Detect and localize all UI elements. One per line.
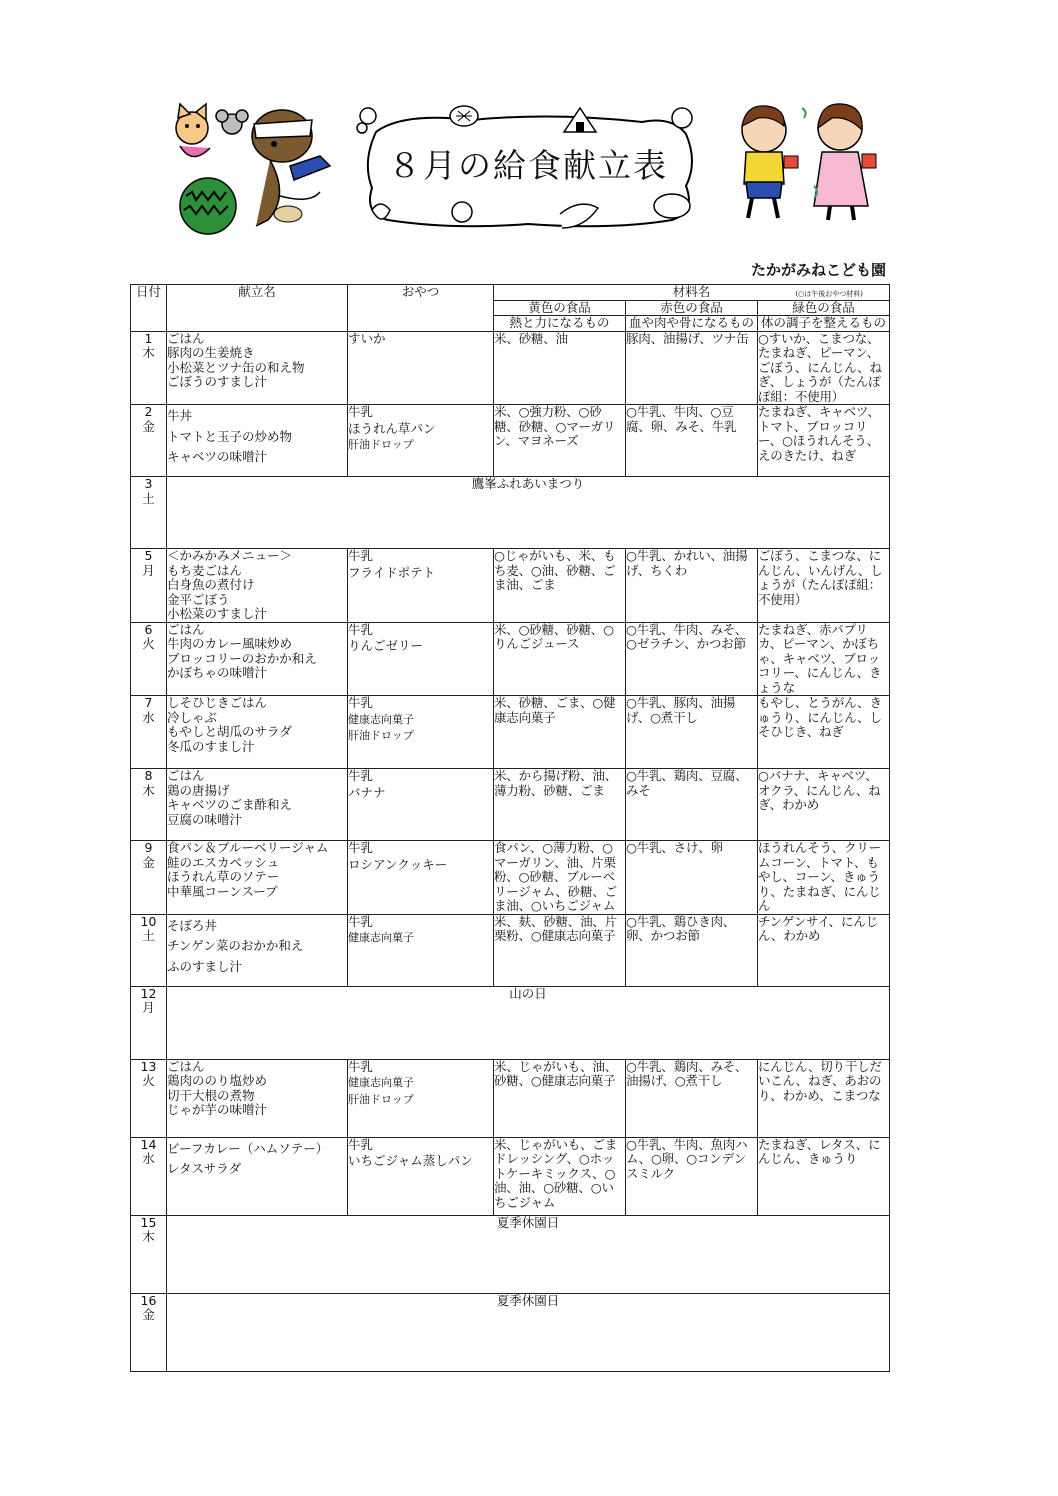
green-food-cell [758, 1059, 890, 1137]
date-cell [131, 696, 167, 769]
yellow-food-text: 米、じゃがいも、油、砂糖、○健康志向菓子 [494, 1058, 618, 1088]
green-food-text: たまねぎ、キャベツ、トマト、ブロッコリー、○ほうれんそう、えのきたけ、ねぎ [758, 404, 880, 463]
menu-item: 鶏肉ののり塩炒め [167, 1073, 268, 1088]
snack-item: いちごジャム蒸しパン [348, 1153, 473, 1168]
menu-item: ほうれん草のソテー [167, 869, 280, 884]
red-food-text: ○牛乳、牛肉、みそ、○ゼラチン、かつお節 [626, 621, 748, 651]
table-row [131, 477, 890, 549]
menu-item: もち麦ごはん [167, 562, 243, 578]
menu-cell [167, 622, 348, 696]
menu-item: 食パン＆ブルーベリージャム [167, 840, 329, 855]
header-date: 日付 [131, 285, 167, 332]
day-number: 8 [144, 768, 153, 783]
weekday: 木 [142, 1229, 155, 1244]
yellow-food-cell [494, 1059, 626, 1137]
date-cell [131, 549, 167, 623]
snack-cell [348, 331, 494, 405]
yellow-food-cell [494, 405, 626, 477]
red-food-text: ○牛乳、豚肉、油揚げ、○煮干し [626, 695, 736, 725]
green-food-cell [758, 549, 890, 623]
weekday: 金 [142, 854, 155, 870]
green-food-text: チンゲンサイ、にんじん、わかめ [758, 913, 878, 943]
snack-item: 牛乳 [348, 404, 374, 419]
day-number: 13 [140, 1058, 157, 1074]
date-cell [131, 622, 167, 696]
snack-item: 肝油ドロップ [348, 438, 414, 451]
school-name: たかがみねこども園 [750, 261, 886, 279]
menu-item: 小松菜とツナ缶の和え物 [167, 359, 305, 375]
menu-item: ごはん [167, 621, 205, 637]
event-cell: 山の日 [167, 986, 890, 1059]
menu-cell [167, 405, 348, 477]
red-food-text: ○牛乳、かれい、油揚げ、ちくわ [626, 548, 748, 578]
snack-item: ほうれん草パン [348, 420, 436, 436]
day-number: 2 [144, 404, 153, 419]
red-food-cell [626, 1137, 758, 1215]
day-number: 9 [144, 840, 153, 855]
header-green: 緑色の食品 [758, 300, 890, 316]
menu-cell [167, 769, 348, 841]
green-food-text: ○すいか、こまつな、たまねぎ、ピーマン、ごぼう、にんじん、ねぎ、しょうが（たんぽぽ組：不使用） [758, 330, 882, 404]
menu-item: ビーフカレー（ハムソテー） [167, 1140, 329, 1156]
yellow-food-cell [494, 622, 626, 696]
snack-cell [348, 1059, 494, 1137]
snack-item: すいか [348, 330, 386, 346]
weekday: 水 [142, 1151, 155, 1166]
yellow-food-text: 米、じゃがいも、ごまドレッシング、○ホットケーキミックス、○油、油、○砂糖、○いちごジャム [494, 1136, 618, 1210]
red-food-text: ○牛乳、鶏肉、豆腐、みそ [626, 768, 748, 798]
table-row [131, 841, 890, 915]
menu-item: 中華風コーンスープ [167, 883, 278, 899]
event-cell: 夏季休園日 [167, 1293, 890, 1371]
menu-cell [167, 841, 348, 915]
red-food-cell [626, 549, 758, 623]
weekday: 土 [142, 928, 155, 943]
red-food-cell [626, 696, 758, 769]
event-cell: 鷹峯ふれあいまつり [167, 477, 890, 549]
snack-item: ロシアンクッキー [348, 856, 448, 872]
header-yellow: 黄色の食品 [494, 300, 626, 316]
menu-item: ブロッコリーのおかか和え [167, 650, 317, 666]
snack-item: 牛乳 [348, 1136, 374, 1152]
menu-table [130, 284, 890, 1372]
table-row [131, 405, 890, 477]
menu-item: 小松菜のすまし汁 [167, 606, 268, 621]
green-food-cell [758, 696, 890, 769]
menu-item: 切干大根の煮物 [167, 1087, 255, 1103]
menu-item: ごはん [167, 768, 205, 783]
snack-item: 牛乳 [348, 840, 374, 855]
header-materials [494, 285, 890, 301]
date-cell [131, 1137, 167, 1215]
red-food-cell [626, 331, 758, 405]
yellow-food-cell [494, 914, 626, 986]
date-cell [131, 405, 167, 477]
table-row [131, 1059, 890, 1137]
green-food-cell [758, 405, 890, 477]
weekday: 金 [142, 1307, 155, 1322]
table-row [131, 914, 890, 986]
weekday: 火 [142, 636, 155, 651]
snack-item: 健康志向菓子 [348, 712, 414, 726]
header-yellow-sub: 熱と力になるもの [494, 316, 626, 332]
menu-item: ごはん [167, 1058, 205, 1074]
snack-item: フライドポテト [348, 564, 436, 580]
red-food-text: ○牛乳、牛肉、魚肉ハム、○卵、○コンデンスミルク [626, 1136, 748, 1181]
menu-item: キャベツの味噌汁 [167, 449, 268, 464]
red-food-cell [626, 1059, 758, 1137]
snack-item: 牛乳 [348, 768, 374, 783]
menu-item: 白身魚の煮付け [167, 577, 255, 592]
header-green-sub: 体の調子を整えるもの [758, 316, 890, 332]
cartoon-animals-illustration [170, 96, 360, 236]
snack-cell [348, 696, 494, 769]
header-menu: 献立名 [167, 285, 348, 332]
date-cell [131, 1059, 167, 1137]
red-food-cell [626, 769, 758, 841]
yellow-food-text: 米、麸、砂糖、油、片栗粉、○健康志向菓子 [494, 913, 618, 943]
green-food-text: ごぼう、こまつな、にんじん、いんげん、しょうが（たんぽぽ組：不使用） [758, 548, 883, 607]
red-food-cell [626, 914, 758, 986]
table-row [131, 696, 890, 769]
snack-item: 牛乳 [348, 548, 374, 563]
menu-item: 豆腐の味噌汁 [167, 811, 243, 827]
menu-item: じゃが芋の味噌汁 [167, 1102, 268, 1117]
red-food-cell [626, 841, 758, 915]
menu-item: かぼちゃの味噌汁 [167, 665, 268, 680]
day-number: 12 [140, 985, 157, 1001]
day-number: 16 [140, 1292, 157, 1308]
menu-table-body [131, 331, 890, 1371]
weekday: 木 [142, 782, 155, 798]
materials-note: (○は午後おやつ材料) [795, 290, 864, 298]
snack-item: 牛乳 [348, 913, 374, 929]
snack-item: 牛乳 [348, 695, 374, 710]
green-food-text: ほうれんそう、クリームコーン、トマト、もやし、コーン、きゅうり、たまねぎ、にんじん [758, 840, 882, 913]
yellow-food-text: 米、から揚げ粉、油、薄力粉、砂糖、ごま [494, 768, 618, 798]
menu-item: チンゲン菜のおかか和え [167, 938, 304, 953]
snack-item: 肝油ドロップ [348, 1092, 414, 1106]
red-food-text: ○牛乳、さけ、卵 [626, 840, 723, 855]
snack-cell [348, 405, 494, 477]
menu-item: そぼろ丼 [167, 917, 218, 933]
day-number: 14 [140, 1136, 157, 1152]
day-number: 7 [144, 695, 153, 710]
yellow-food-cell [494, 841, 626, 915]
menu-cell [167, 696, 348, 769]
page-title: ８月の給食献立表 [388, 146, 668, 185]
yellow-food-text: 米、砂糖、ごま、○健康志向菓子 [494, 695, 616, 725]
header-snack: おやつ [348, 285, 494, 332]
snack-item: りんごゼリー [348, 638, 424, 653]
table-row [131, 1293, 890, 1371]
table-row [131, 331, 890, 405]
weekday: 月 [142, 1000, 155, 1015]
weekday: 水 [142, 709, 155, 725]
date-cell [131, 331, 167, 405]
green-food-cell [758, 769, 890, 841]
green-food-cell [758, 331, 890, 405]
table-row [131, 1215, 890, 1293]
menu-item: 豚肉の生姜焼き [167, 345, 255, 360]
table-row [131, 622, 890, 696]
red-food-cell [626, 405, 758, 477]
red-food-text: ○牛乳、鶏肉、みそ、油揚げ、○煮干し [626, 1058, 748, 1088]
day-number: 15 [140, 1214, 157, 1230]
green-food-text: たまねぎ、赤パプリカ、ピーマン、かぼちゃ、キャベツ、ブロッコリー、にんじん、きょうな [758, 621, 882, 695]
menu-item: キャベツのごま酢和え [167, 797, 293, 812]
weekday: 火 [142, 1073, 155, 1088]
day-number: 5 [144, 548, 153, 563]
menu-item: 冬瓜のすまし汁 [167, 738, 255, 754]
snack-cell [348, 841, 494, 915]
green-food-cell [758, 841, 890, 915]
date-cell [131, 1293, 167, 1371]
snack-cell [348, 549, 494, 623]
weekday: 月 [142, 562, 155, 578]
snack-cell [348, 622, 494, 696]
menu-item: 金平ごぼう [167, 591, 230, 607]
header [0, 0, 1058, 279]
menu-item: 冷しゃぶ [167, 709, 218, 725]
yellow-food-cell [494, 769, 626, 841]
yellow-food-text: ○じゃがいも、米、もち麦、○油、砂糖、ごま油、ごま [494, 548, 616, 592]
date-cell [131, 914, 167, 986]
red-food-text: ○牛乳、牛肉、○豆腐、卵、みそ、牛乳 [626, 404, 737, 434]
event-cell: 夏季休園日 [167, 1215, 890, 1293]
menu-cell [167, 1137, 348, 1215]
header-red-sub: 血や肉や骨になるもの [626, 316, 758, 332]
green-food-cell [758, 622, 890, 696]
yellow-food-cell [494, 696, 626, 769]
date-cell [131, 1215, 167, 1293]
children-stretching-illustration [722, 94, 892, 224]
snack-item: 牛乳 [348, 621, 374, 637]
menu-item: もやしと胡瓜のサラダ [167, 724, 292, 739]
weekday: 木 [142, 345, 155, 360]
green-food-cell [758, 1137, 890, 1215]
red-food-cell [626, 622, 758, 696]
yellow-food-cell [494, 549, 626, 623]
table-row [131, 1137, 890, 1215]
snack-cell [348, 769, 494, 841]
menu-cell [167, 1059, 348, 1137]
menu-item: 牛肉のカレー風味炒め [167, 636, 293, 651]
menu-item: レタスサラダ [167, 1161, 242, 1176]
day-number: 10 [140, 913, 157, 929]
weekday: 土 [142, 490, 155, 506]
date-cell [131, 477, 167, 549]
snack-item: 牛乳 [348, 1058, 374, 1074]
green-food-cell [758, 914, 890, 986]
yellow-food-text: 食パン、○薄力粉、○マーガリン、油、片栗粉、○砂糖、ブルーベリージャム、砂糖、ごま油、○いちごジャム [494, 840, 617, 913]
header-materials-label: 材料名 [672, 284, 711, 299]
table-row [131, 986, 890, 1059]
snack-item: 健康志向菓子 [348, 931, 414, 944]
day-number: 6 [144, 621, 153, 637]
menu-cell [167, 914, 348, 986]
yellow-food-text: 米、○砂糖、砂糖、○りんごジュース [494, 621, 614, 651]
menu-item: 牛丼 [167, 408, 193, 423]
weekday: 金 [142, 418, 155, 434]
red-food-text: 豚肉、油揚げ、ツナ缶 [626, 330, 749, 346]
menu-cell [167, 331, 348, 405]
date-cell [131, 986, 167, 1059]
menu-item: 鮭のエスカベッシュ [167, 854, 280, 870]
snack-cell [348, 1137, 494, 1215]
yellow-food-cell [494, 331, 626, 405]
table-row [131, 549, 890, 623]
table-row [131, 769, 890, 841]
green-food-text: もやし、とうがん、きゅうり、にんじん、しそひじき、ねぎ [758, 695, 882, 739]
menu-item: トマトと玉子の炒め物 [167, 428, 293, 444]
snack-item: 肝油ドロップ [348, 729, 414, 742]
menu-item: ごはん [167, 330, 205, 346]
day-number: 3 [144, 476, 153, 491]
red-food-text: ○牛乳、鶏ひき肉、卵、かつお節 [626, 913, 736, 943]
snack-item: バナナ [348, 784, 386, 800]
snack-cell [348, 914, 494, 986]
day-number: 1 [144, 330, 153, 346]
yellow-food-text: 米、○強力粉、○砂糖、砂糖、○マーガリン、マヨネーズ [494, 404, 616, 448]
yellow-food-text: 米、砂糖、油 [494, 330, 568, 346]
snack-item: 健康志向菓子 [348, 1076, 414, 1089]
menu-item: しそひじきごはん [167, 695, 268, 710]
header-red: 赤色の食品 [626, 300, 758, 316]
menu-item: ごぼうのすまし汁 [167, 374, 268, 389]
green-food-text: たまねぎ、レタス、にんじん、きゅうり [758, 1136, 881, 1166]
menu-cell [167, 549, 348, 623]
date-cell [131, 769, 167, 841]
menu-item: ふのすまし汁 [167, 958, 243, 974]
yellow-food-cell [494, 1137, 626, 1215]
menu-item: 鶏の唐揚げ [167, 782, 230, 798]
green-food-text: にんじん、切り干しだいこん、ねぎ、あおのり、わかめ、こまつな [758, 1058, 882, 1103]
green-food-text: ○バナナ、キャベツ、オクラ、にんじん、ねぎ、わかめ [758, 768, 881, 812]
date-cell [131, 841, 167, 915]
menu-item: ＜かみかみメニュー＞ [167, 548, 293, 563]
